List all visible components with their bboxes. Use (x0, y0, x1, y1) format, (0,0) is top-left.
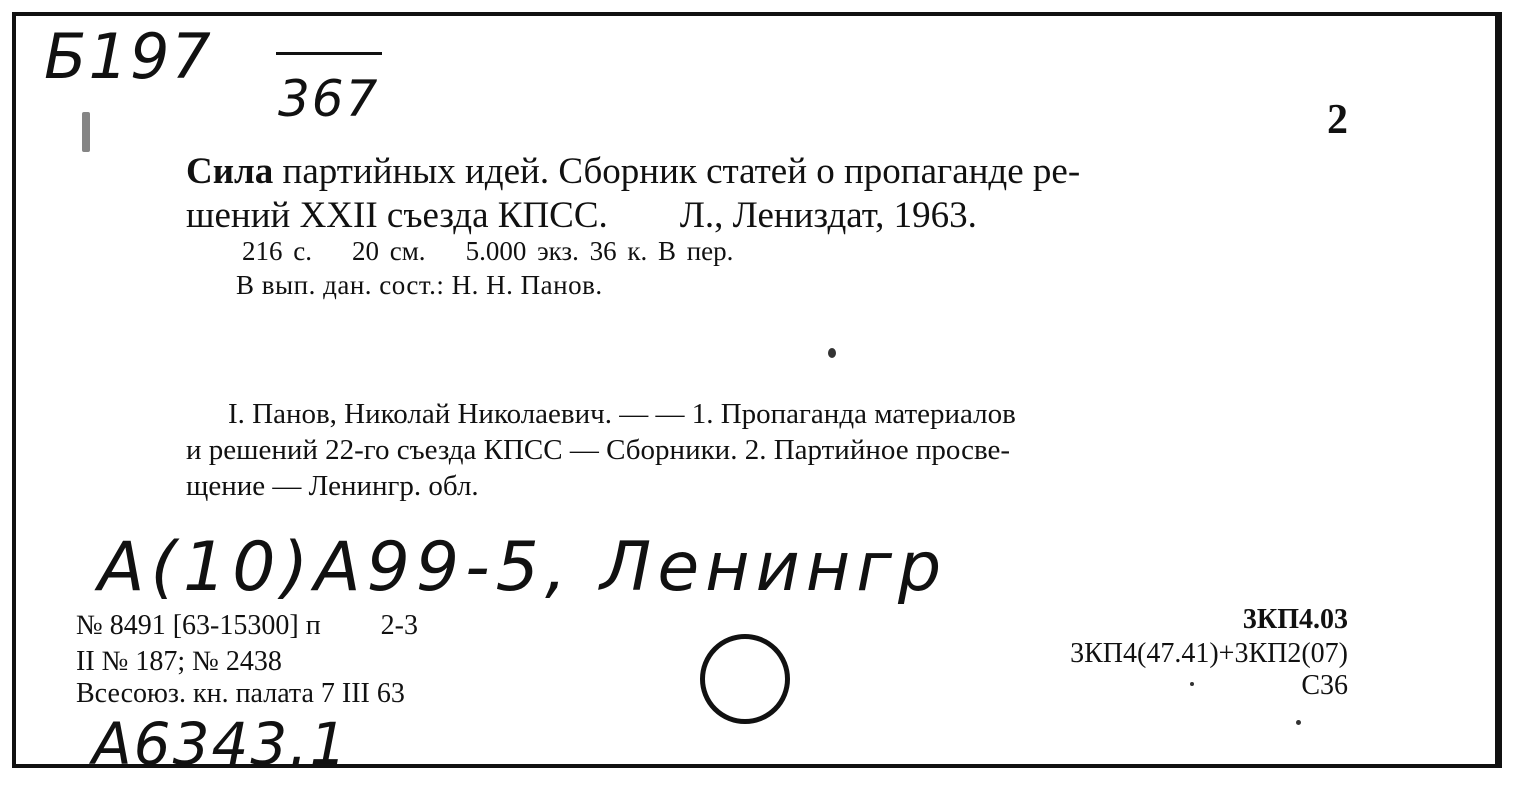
publication-info: Л., Лениздат, 1963. (679, 195, 977, 236)
meta-line-1 (76, 610, 418, 642)
handwritten-inventory: А6343.1 (92, 710, 349, 778)
title-rest: партийных идей. Сборник статей о пропаганде ре- (282, 151, 1081, 192)
responsibility-note: В вып. дан. сост.: Н. Н. Панов. (236, 270, 603, 300)
title-bold-word: Сила (186, 151, 274, 192)
ink-speck (1190, 682, 1194, 686)
handwritten-classification: А(10)А99-5, Ленингр (98, 528, 948, 607)
size: 20 см. (351, 236, 426, 266)
tracings (186, 396, 1348, 504)
physical-description (242, 236, 773, 267)
handwritten-fraction: 367 (278, 70, 380, 128)
meta-line-3: Всесоюз. кн. палата 7 III 63 (76, 678, 405, 709)
index-line-1: 3КП4.03 (1242, 604, 1348, 635)
handwritten-shelf-number: Б197 (44, 20, 213, 93)
tracing-line-3: щение — Ленингр. обл. (186, 470, 479, 502)
ink-smudge (82, 112, 90, 152)
title-line-1 (186, 150, 1080, 194)
card-number: 2 (1327, 97, 1348, 143)
tracing-line-1: I. Панов, Николай Николаевич. — — 1. Пропаганда материалов (228, 398, 1016, 430)
ink-speck (828, 348, 836, 358)
record-group: 2-3 (380, 610, 418, 641)
index-line-2: 3КП4(47.41)+3КП2(07) (1070, 638, 1348, 669)
title-line-2 (186, 194, 977, 238)
title-continuation: шений XXII съезда КПСС. (186, 195, 608, 236)
punch-hole-circle (700, 634, 790, 724)
record-number: № 8491 [63-15300] п (76, 610, 321, 641)
ink-speck (1296, 720, 1301, 725)
fraction-line (276, 52, 382, 55)
index-line-3: С36 (1301, 670, 1348, 701)
pages: 216 с. (242, 236, 312, 266)
copies-price: 5.000 экз. 36 к. В пер. (465, 236, 734, 266)
tracing-line-2: и решений 22-го съезда КПСС — Сборники. 2. Партийное просве- (186, 434, 1011, 466)
meta-line-2: II № 187; № 2438 (76, 646, 282, 677)
